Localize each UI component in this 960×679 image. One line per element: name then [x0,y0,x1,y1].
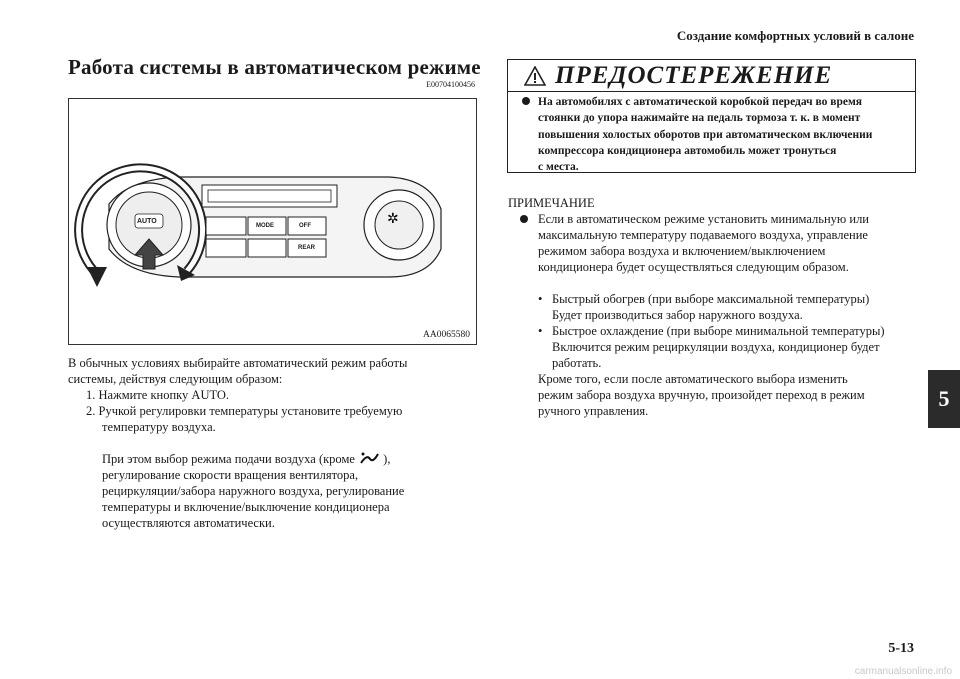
warning-line: с места. [538,161,579,174]
paragraph-line: осуществляются автоматически. [102,516,275,530]
note-line: кондиционера будет осуществляться следующим образом. [538,260,849,274]
auto-button-label: AUTO [137,218,157,225]
running-header: Создание комфортных условий в салоне [676,28,914,43]
note-item-line: Включится режим рециркуляции воздуха, кондиционер будет [552,340,880,354]
climate-panel-illustration [69,99,476,344]
warning-body [522,94,907,175]
note-line: Если в автоматическом режиме установить минимальную или [538,212,869,226]
intro-line: В обычных условиях выбирайте автоматический режим работы [68,356,408,370]
paragraph-line [68,451,407,467]
step-1: 1. Нажмите кнопку AUTO. [86,388,230,402]
paragraph-line: рециркуляции/забора наружного воздуха, регулирование [102,484,405,498]
step-2-cont: температуру воздуха. [102,420,216,434]
warning-header [508,60,915,92]
step-2: 2. Ручкой регулировки температуры установите требуемую [86,404,403,418]
note-tail-line: режим забора воздуха вручную, произойдет переход в режим [538,388,865,402]
note-title: ПРИМЕЧАНИЕ [508,196,595,210]
paragraph-line: температуры и включение/выключение кондиционера [102,500,390,514]
warning-box [507,59,916,173]
paragraph-line: регулирование скорости вращения вентилятора, [102,468,359,482]
page-number: 5-13 [888,641,914,656]
section-code: E00704100456 [426,80,475,89]
note-tail-line: ручного управления. [538,404,649,418]
bullet-icon [520,215,528,223]
warning-line: стоянки до упора нажимайте на педаль тормоза т. к. в момент [538,112,861,125]
off-button-label: OFF [299,223,311,229]
svg-text:✲: ✲ [387,211,399,227]
chapter-tab: 5 [928,370,960,428]
warning-line: На автомобилях с автоматической коробкой передач во время [538,96,863,108]
warning-title: ПРЕДОСТЕРЕЖЕНИЕ [555,62,833,89]
warning-triangle-icon [524,66,546,86]
section-heading: Работа системы в автоматическом режиме [68,55,481,79]
note-line: максимальную температуру подаваемого воздуха, управление [538,228,868,242]
note-tail-line: Кроме того, если после автоматического выбора изменить [538,372,848,386]
intro-line: системы, действуя следующим образом: [68,372,283,386]
figure-code: AA0065580 [423,330,470,340]
note-line: режимом забора воздуха и включением/выключением [538,244,826,258]
bullet-glyph: • [538,324,543,338]
warning-line: компрессора кондиционера автомобиль может тронуться [538,144,837,157]
note-item-line: Будет производиться забор наружного воздуха. [552,308,803,322]
note-block [508,195,918,419]
note-item-line: Быстрое охлаждение (при выборе минимальной температуры) [552,324,885,338]
mode-button-label: MODE [256,223,274,229]
watermark: carmanualsonline.info [854,666,952,677]
warning-line: повышения холостых оборотов при автоматическом включении [538,128,873,141]
note-item-line: Быстрый обогрев (при выборе максимальной температуры) [552,292,870,306]
defrost-airflow-icon [358,451,380,465]
paragraph-text: ), [383,452,391,466]
left-text-block [68,355,407,531]
bullet-icon [522,97,530,105]
note-item-line: работать. [552,356,602,370]
climate-panel-figure [68,98,477,345]
paragraph-text: При этом выбор режима подачи воздуха (кроме [102,452,355,466]
bullet-glyph: • [538,292,543,306]
rear-button-label: REAR [298,245,316,251]
